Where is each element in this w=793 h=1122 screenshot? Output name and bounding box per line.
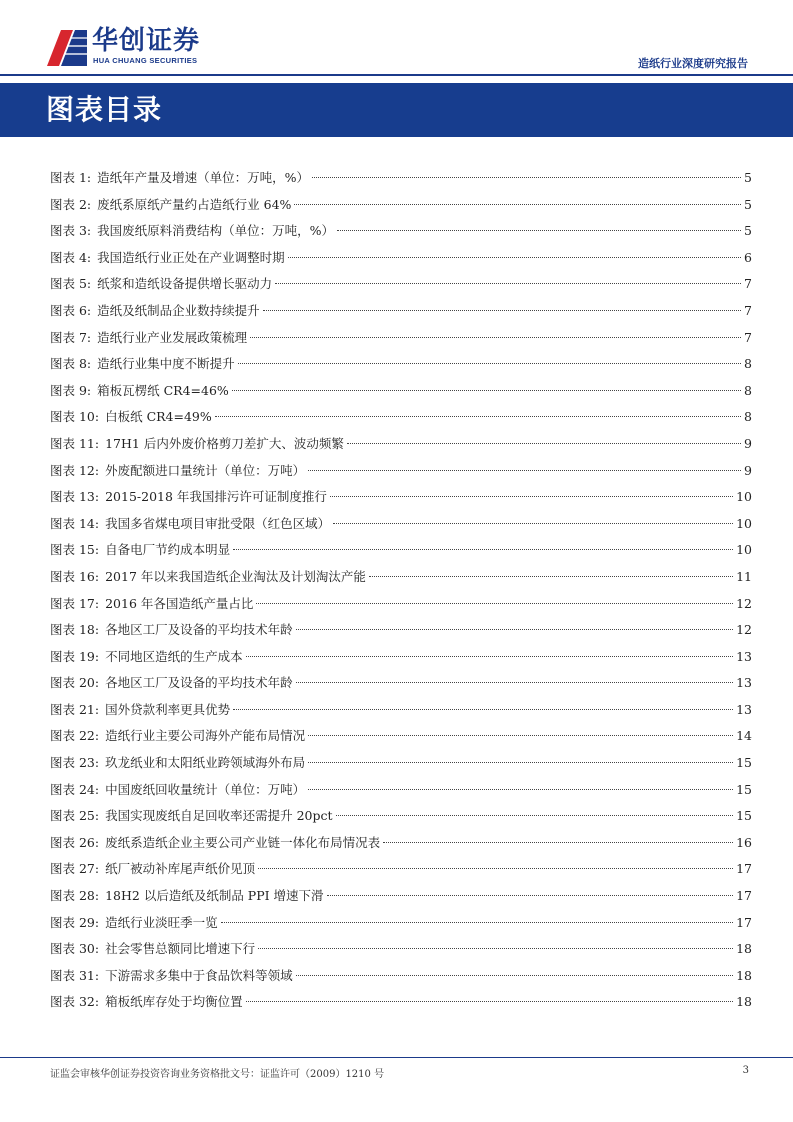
toc-leader-dots [336,815,734,816]
toc-entry[interactable] [50,963,752,990]
toc-entry-label: 图表 6: [50,302,92,318]
toc-entry-title: 箱板纸库存处于均衡位置 [105,994,243,1010]
toc-entry-label: 图表 13: [50,489,100,505]
toc-entry-page: 17 [736,861,752,877]
toc-entry[interactable] [50,830,752,857]
toc-entry-label: 图表 12: [50,462,100,478]
toc-entry-label: 图表 26: [50,834,100,850]
toc-entry[interactable] [50,910,752,937]
toc-entry-title: 玖龙纸业和太阳纸业跨领域海外布局 [105,755,306,771]
toc-entry[interactable] [50,803,752,830]
toc-leader-dots [263,310,741,311]
section-title: 图表目录 [46,93,163,126]
toc-entry[interactable] [50,670,752,697]
toc-entry-page: 13 [736,648,752,664]
toc-leader-dots [308,735,733,736]
toc-entry-page: 18 [736,994,752,1010]
toc-entry[interactable] [50,750,752,777]
toc-entry-label: 图表 4: [50,249,92,265]
toc-entry[interactable] [50,458,752,485]
toc-entry[interactable] [50,165,752,192]
toc-entry-label: 图表 15: [50,542,100,558]
toc-entry-title: 造纸行业主要公司海外产能布局情况 [105,728,306,744]
toc-leader-dots [337,230,741,231]
toc-entry-page: 12 [736,595,752,611]
toc-leader-dots [256,603,733,604]
license-statement: 证监会审核华创证券投资咨询业务资格批文号：证监许可（2009）1210 号 [50,1069,385,1080]
toc-entry-page: 5 [744,170,752,185]
toc-entry[interactable] [50,989,752,1016]
toc-entry-page: 5 [744,196,752,212]
toc-entry-page: 15 [736,781,752,797]
toc-leader-dots [312,177,741,178]
figure-table-of-contents [50,165,752,1016]
toc-leader-dots [296,975,733,976]
toc-entry-label: 图表 23: [50,755,100,771]
toc-entry[interactable] [50,936,752,963]
toc-leader-dots [347,443,741,444]
toc-entry-title: 我国多省煤电项目审批受限（红色区域） [105,515,331,531]
toc-entry-page: 17 [736,914,752,930]
toc-leader-dots [333,523,733,524]
toc-leader-dots [232,390,741,391]
toc-entry-label: 图表 10: [50,409,100,425]
toc-entry-title: 我国废纸原料消费结构（单位：万吨，%） [97,223,335,239]
toc-entry-label: 图表 24: [50,781,100,797]
page-header [0,0,793,80]
toc-entry-title: 18H2 以后造纸及纸制品 PPI 增速下滑 [105,888,324,904]
toc-entry-page: 7 [744,329,752,345]
toc-leader-dots [308,789,733,790]
toc-entry-title: 各地区工厂及设备的平均技术年龄 [105,675,293,691]
toc-leader-dots [233,709,733,710]
toc-entry-page: 8 [744,356,752,372]
toc-entry-label: 图表 27: [50,861,100,877]
toc-entry-title: 中国废纸回收量统计（单位：万吨） [105,781,306,797]
toc-leader-dots [369,576,733,577]
toc-entry-label: 图表 28: [50,888,100,904]
toc-entry[interactable] [50,617,752,644]
report-type-label: 造纸行业深度研究报告 [638,57,748,70]
toc-entry-page: 10 [736,489,752,505]
toc-entry-page: 8 [744,409,752,425]
toc-entry-title: 废纸系造纸企业主要公司产业链一体化布局情况表 [105,834,381,850]
toc-leader-dots [288,257,741,258]
toc-entry-label: 图表 29: [50,914,100,930]
toc-entry[interactable] [50,325,752,352]
toc-entry-label: 图表 5: [50,276,92,292]
header-divider [0,74,793,76]
toc-entry-label: 图表 31: [50,967,100,983]
toc-entry-label: 图表 25: [50,808,100,824]
toc-entry-label: 图表 7: [50,329,92,345]
toc-entry-title: 2016 年各国造纸产量占比 [105,595,254,611]
toc-entry-page: 17 [736,888,752,904]
toc-entry-page: 15 [736,755,752,771]
toc-leader-dots [250,337,741,338]
toc-entry[interactable] [50,245,752,272]
logo-company-name: 华创证券 [92,26,201,56]
toc-entry-title: 造纸行业淡旺季一览 [105,914,218,930]
toc-entry-title: 17H1 后内外废价格剪刀差扩大、波动频繁 [105,435,344,451]
toc-entry-title: 造纸行业集中度不断提升 [97,356,235,372]
toc-entry-title: 各地区工厂及设备的平均技术年龄 [105,622,293,638]
toc-entry-title: 我国造纸行业正处在产业调整时期 [97,249,285,265]
toc-leader-dots [275,283,741,284]
toc-leader-dots [383,842,733,843]
toc-entry-page: 16 [736,834,752,850]
toc-entry[interactable] [50,298,752,325]
toc-entry-title: 自备电厂节约成本明显 [105,542,231,558]
toc-entry[interactable] [50,564,752,591]
toc-entry-label: 图表 9: [50,382,92,398]
toc-entry-label: 图表 3: [50,223,92,239]
toc-entry[interactable] [50,723,752,750]
footer-divider [0,1057,793,1058]
toc-leader-dots [238,363,741,364]
toc-entry-label: 图表 30: [50,941,100,957]
toc-entry-title: 纸浆和造纸设备提供增长驱动力 [97,276,273,292]
toc-leader-dots [233,549,733,550]
toc-entry-title: 我国实现废纸自足回收率还需提升 20pct [105,808,333,824]
toc-entry-label: 图表 18: [50,622,100,638]
toc-leader-dots [308,762,733,763]
toc-entry-label: 图表 8: [50,356,92,372]
toc-entry-title: 造纸及纸制品企业数持续提升 [97,302,260,318]
toc-entry[interactable] [50,351,752,378]
toc-entry-page: 13 [736,701,752,717]
toc-entry[interactable] [50,644,752,671]
toc-entry[interactable] [50,431,752,458]
toc-leader-dots [296,682,733,683]
section-banner [0,83,793,137]
toc-leader-dots [215,416,741,417]
toc-entry-title: 造纸行业产业发展政策梳理 [97,329,248,345]
toc-entry[interactable] [50,218,752,245]
toc-leader-dots [327,895,734,896]
toc-entry-page: 13 [736,675,752,691]
toc-entry[interactable] [50,271,752,298]
toc-entry-page: 10 [736,542,752,558]
toc-entry-label: 图表 16: [50,568,100,584]
toc-entry-page: 18 [736,941,752,957]
toc-leader-dots [294,204,741,205]
toc-entry-page: 12 [736,622,752,638]
toc-entry-label: 图表 2: [50,196,92,212]
toc-entry-title: 国外贷款利率更具优势 [105,701,231,717]
toc-entry[interactable] [50,537,752,564]
toc-entry[interactable] [50,856,752,883]
toc-leader-dots [258,948,733,949]
toc-entry-title: 2017 年以来我国造纸企业淘汰及计划淘汰产能 [105,568,366,584]
toc-entry-page: 7 [744,276,752,292]
toc-leader-dots [296,629,733,630]
toc-entry-page: 9 [744,462,752,478]
toc-entry-label: 图表 21: [50,701,100,717]
toc-leader-dots [330,496,733,497]
toc-entry-title: 箱板瓦楞纸 CR4=46% [97,382,229,398]
toc-entry[interactable] [50,192,752,219]
toc-entry-title: 纸厂被动补库尾声纸价见顶 [105,861,256,877]
toc-entry[interactable] [50,777,752,804]
toc-entry-label: 图表 22: [50,728,100,744]
toc-entry-label: 图表 11: [50,435,100,451]
toc-entry-title: 不同地区造纸的生产成本 [105,648,243,664]
toc-entry-label: 图表 14: [50,515,100,531]
toc-entry-label: 图表 32: [50,994,100,1010]
toc-entry-title: 白板纸 CR4=49% [105,409,212,425]
toc-entry[interactable] [50,697,752,724]
toc-entry-label: 图表 17: [50,595,100,611]
toc-entry-page: 9 [744,435,752,451]
toc-entry-page: 6 [744,249,752,265]
toc-entry[interactable] [50,883,752,910]
logo-company-name-en: HUA CHUANG SECURITIES [93,56,198,65]
toc-entry-page: 18 [736,967,752,983]
page-number: 3 [742,1065,749,1076]
toc-entry-title: 造纸年产量及增速（单位：万吨，%） [97,170,310,185]
toc-entry-page: 7 [744,302,752,318]
toc-entry-page: 14 [736,728,752,744]
toc-entry-page: 10 [736,515,752,531]
toc-leader-dots [221,922,733,923]
toc-entry[interactable] [50,484,752,511]
toc-entry-title: 外废配额进口量统计（单位：万吨） [105,462,306,478]
toc-leader-dots [246,656,733,657]
toc-entry-label: 图表 20: [50,675,100,691]
toc-entry-title: 2015-2018 年我国排污许可证制度推行 [105,489,327,505]
toc-entry-label: 图表 1: [50,170,92,185]
toc-entry-title: 下游需求多集中于食品饮料等领域 [105,967,293,983]
toc-leader-dots [308,470,741,471]
toc-leader-dots [246,1001,733,1002]
toc-entry-page: 5 [744,223,752,239]
toc-entry-page: 8 [744,382,752,398]
toc-leader-dots [258,868,733,869]
toc-entry[interactable] [50,378,752,405]
toc-entry[interactable] [50,404,752,431]
toc-entry[interactable] [50,511,752,538]
huachuang-logo-icon [47,26,87,66]
toc-entry-title: 废纸系原纸产量约占造纸行业 64% [97,196,292,212]
toc-entry-page: 11 [736,568,752,584]
toc-entry-page: 15 [736,808,752,824]
toc-entry[interactable] [50,591,752,618]
toc-entry-title: 社会零售总额同比增速下行 [105,941,256,957]
toc-entry-label: 图表 19: [50,648,100,664]
